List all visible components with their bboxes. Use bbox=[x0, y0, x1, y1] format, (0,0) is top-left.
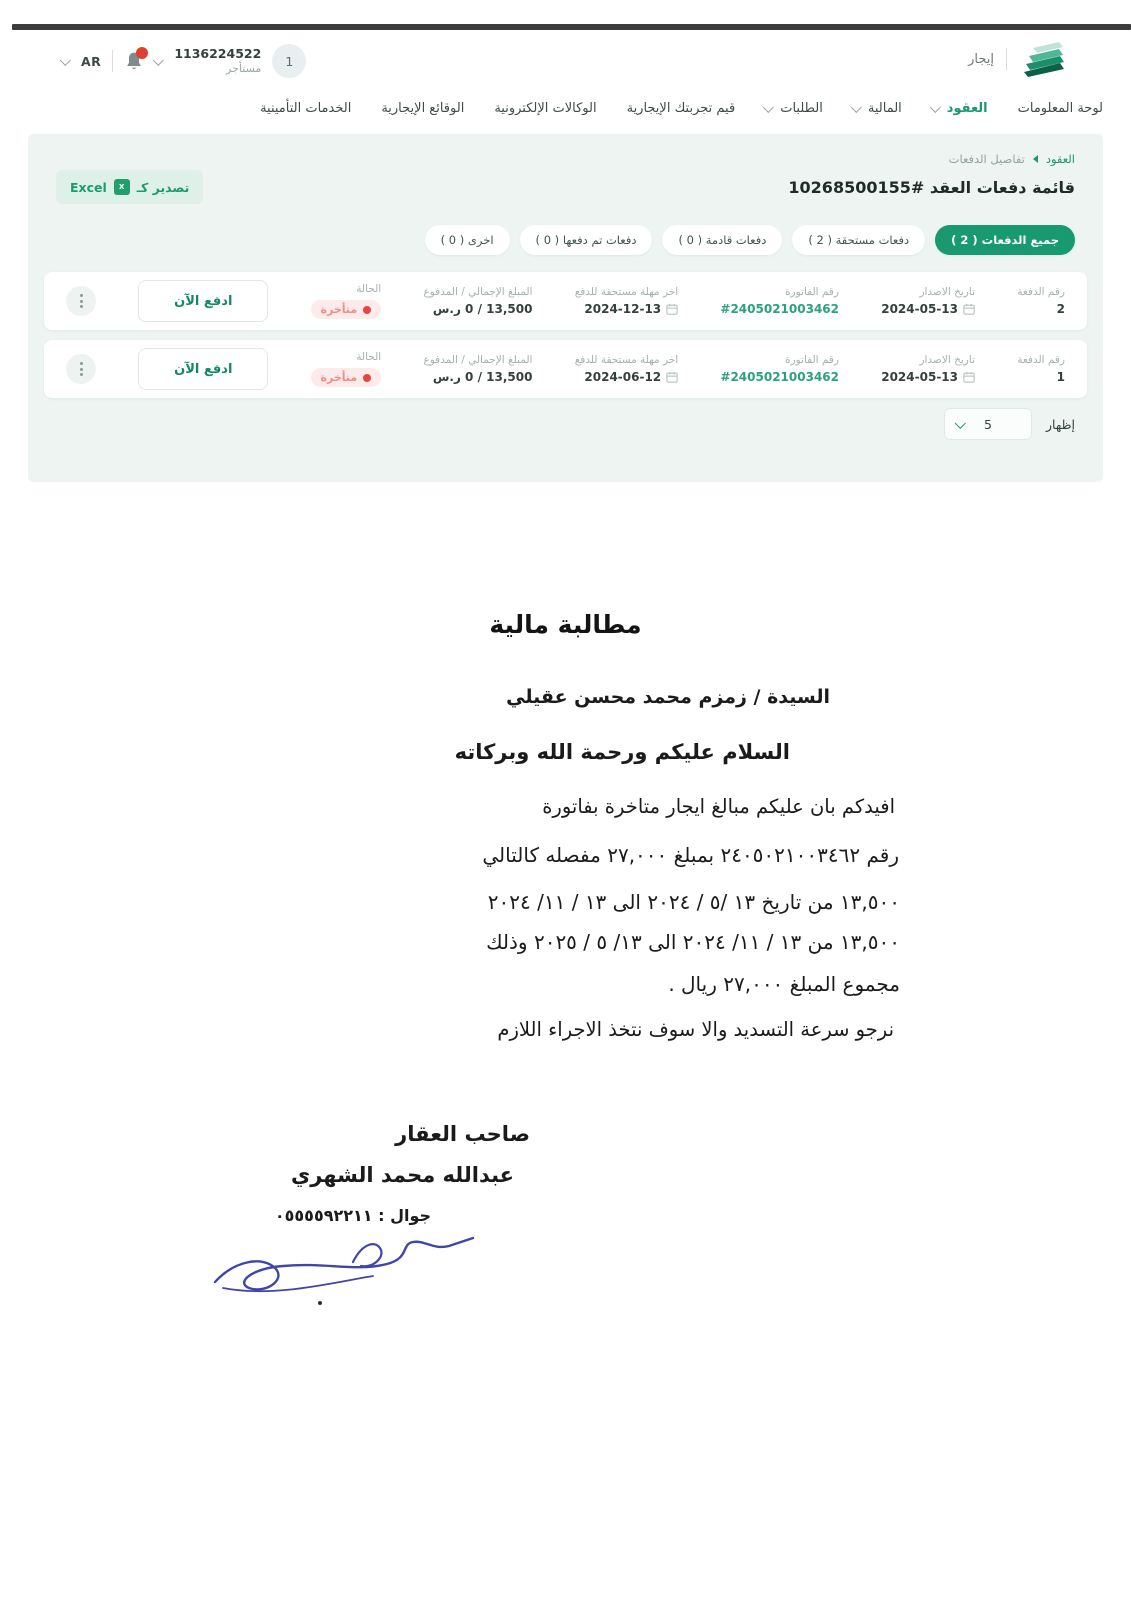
payment-number-cell: رقم الدفعة 1 bbox=[1017, 354, 1065, 384]
nav-rental-incidents[interactable]: الوقائع الإيجارية bbox=[381, 100, 465, 116]
ejar-logo-icon bbox=[1019, 40, 1067, 78]
language-selector[interactable]: AR bbox=[81, 53, 102, 69]
due-date-cell: اخر مهلة مستحقة للدفع 2024-06-12 bbox=[574, 354, 679, 384]
scan-artifact-line bbox=[12, 24, 1131, 30]
invoice-number-cell: رقم الفاتورة #2405021003462 bbox=[720, 354, 839, 384]
export-label-en: Excel bbox=[70, 179, 107, 195]
letter-body-line: نرجو سرعة التسديد والا سوف نتخذ الاجراء اللازم bbox=[497, 1018, 894, 1041]
handwritten-signature bbox=[205, 1220, 485, 1305]
main-nav bbox=[28, 86, 1103, 130]
chevron-down-icon bbox=[763, 102, 774, 113]
table-row bbox=[44, 272, 1087, 330]
signature-role: صاحب العقار bbox=[395, 1122, 530, 1146]
calendar-icon bbox=[666, 371, 678, 383]
status-badge: متأخرة bbox=[311, 368, 382, 387]
status-cell: الحالة متأخرة bbox=[311, 283, 382, 320]
status-dot-icon bbox=[363, 306, 371, 314]
issue-date-cell: تاريخ الاصدار 2024-05-13 bbox=[881, 286, 975, 316]
divider bbox=[1006, 48, 1007, 70]
avatar[interactable]: 1 bbox=[272, 44, 306, 78]
signature-phone: جوال : ٠٥٥٥٥٩٢٢١١ bbox=[274, 1206, 431, 1225]
pay-now-button[interactable]: ادفع الآن bbox=[138, 280, 268, 322]
page-size-label: إظهار bbox=[1045, 416, 1075, 432]
table-row bbox=[44, 340, 1087, 398]
export-excel-button[interactable] bbox=[56, 170, 203, 204]
export-label-ar: تصدير كـ bbox=[136, 179, 190, 195]
calendar-icon bbox=[963, 371, 975, 383]
amount-cell: المبلغ الإجمالي / المدفوع 13,500 / 0 ر.س bbox=[423, 286, 533, 316]
row-menu-button[interactable] bbox=[66, 286, 96, 316]
letter-body-line: رقم ٢٤٠٥٠٢١٠٠٣٤٦٢ بمبلغ ٢٧,٠٠٠ مفصله كالتالي bbox=[482, 843, 899, 867]
notifications-button[interactable] bbox=[124, 50, 144, 72]
filter-other[interactable]: اخرى ( 0 ) bbox=[425, 225, 510, 255]
payment-filters bbox=[425, 225, 1075, 255]
letter-greeting: السلام عليكم ورحمة الله وبركاته bbox=[454, 740, 790, 764]
status-dot-icon bbox=[363, 374, 371, 382]
chevron-down-icon[interactable] bbox=[153, 55, 164, 66]
page-size-select[interactable]: 5 bbox=[944, 408, 1032, 440]
breadcrumb-contracts[interactable]: العقود bbox=[1045, 152, 1075, 166]
letter-recipient: السيدة / زمزم محمد محسن عقيلي bbox=[506, 686, 830, 708]
letter-body-line: ١٣,٥٠٠ من ١٣ / ١١/ ٢٠٢٤ الى ١٣/ ٥ / ٢٠٢٥ وذلك bbox=[486, 930, 900, 954]
brand bbox=[968, 40, 1067, 78]
due-date-cell: اخر مهلة مستحقة للدفع 2024-12-13 bbox=[574, 286, 679, 316]
user-menu[interactable] bbox=[174, 46, 261, 75]
invoice-number-cell: رقم الفاتورة #2405021003462 bbox=[720, 286, 839, 316]
filter-paid[interactable]: دفعات تم دفعها ( 0 ) bbox=[520, 225, 653, 255]
nav-requests[interactable]: الطلبات bbox=[765, 101, 823, 116]
filter-due[interactable]: دفعات مستحقة ( 2 ) bbox=[792, 225, 925, 255]
signature-name: عبدالله محمد الشهري bbox=[290, 1163, 514, 1187]
filter-all[interactable]: جميع الدفعات ( 2 ) bbox=[935, 225, 1075, 255]
nav-e-agencies[interactable]: الوكالات الإلكترونية bbox=[494, 100, 597, 116]
pagination bbox=[944, 408, 1075, 440]
letter-mark bbox=[318, 1301, 322, 1305]
amount-cell: المبلغ الإجمالي / المدفوع 13,500 / 0 ر.س bbox=[423, 354, 533, 384]
payment-number-cell: رقم الدفعة 2 bbox=[1017, 286, 1065, 316]
breadcrumb-current: تفاصيل الدفعات bbox=[948, 152, 1025, 166]
filter-upcoming[interactable]: دفعات قادمة ( 0 ) bbox=[662, 225, 782, 255]
calendar-icon bbox=[963, 303, 975, 315]
status-badge: متأخرة bbox=[311, 300, 382, 319]
notification-badge bbox=[136, 47, 148, 59]
breadcrumb bbox=[949, 152, 1075, 166]
payments-panel bbox=[28, 134, 1103, 482]
status-cell: الحالة متأخرة bbox=[311, 351, 382, 388]
chevron-down-icon bbox=[955, 418, 966, 429]
nav-dashboard[interactable]: لوحة المعلومات bbox=[1017, 100, 1103, 116]
calendar-icon bbox=[666, 303, 678, 315]
brand-name: إيجار bbox=[968, 51, 994, 67]
page-title: قائمة دفعات العقد #10268500155 bbox=[788, 178, 1075, 197]
nav-insurance-services[interactable]: الخدمات التأمينية bbox=[260, 100, 352, 116]
letter-title: مطالبة مالية bbox=[489, 610, 642, 639]
letter-body-line: مجموع المبلغ ٢٧,٠٠٠ ريال . bbox=[668, 972, 900, 996]
triangle-left-icon bbox=[1033, 155, 1038, 163]
topbar-user-area bbox=[62, 44, 306, 78]
pay-now-button[interactable]: ادفع الآن bbox=[138, 348, 268, 390]
letter-body-line: ١٣,٥٠٠ من تاريخ ١٣ /٥ / ٢٠٢٤ الى ١٣ / ١١/ ٢٠٢٤ bbox=[487, 890, 900, 914]
nav-rate-experience[interactable]: قيم تجربتك الإيجارية bbox=[626, 100, 736, 116]
user-role: مستأجر bbox=[226, 61, 262, 75]
row-menu-button[interactable] bbox=[66, 354, 96, 384]
nav-contracts[interactable]: العقود bbox=[932, 101, 988, 116]
excel-icon: X bbox=[114, 179, 130, 195]
user-id: 1136224522 bbox=[174, 46, 262, 62]
letter-body-line: افيدكم بان عليكم مبالغ ايجار متاخرة بفاتورة bbox=[542, 795, 895, 818]
nav-finance[interactable]: المالية bbox=[853, 101, 902, 116]
divider bbox=[112, 50, 113, 72]
chevron-down-icon[interactable] bbox=[60, 55, 71, 66]
chevron-down-icon bbox=[929, 102, 940, 113]
issue-date-cell: تاريخ الاصدار 2024-05-13 bbox=[881, 354, 975, 384]
chevron-down-icon bbox=[851, 102, 862, 113]
